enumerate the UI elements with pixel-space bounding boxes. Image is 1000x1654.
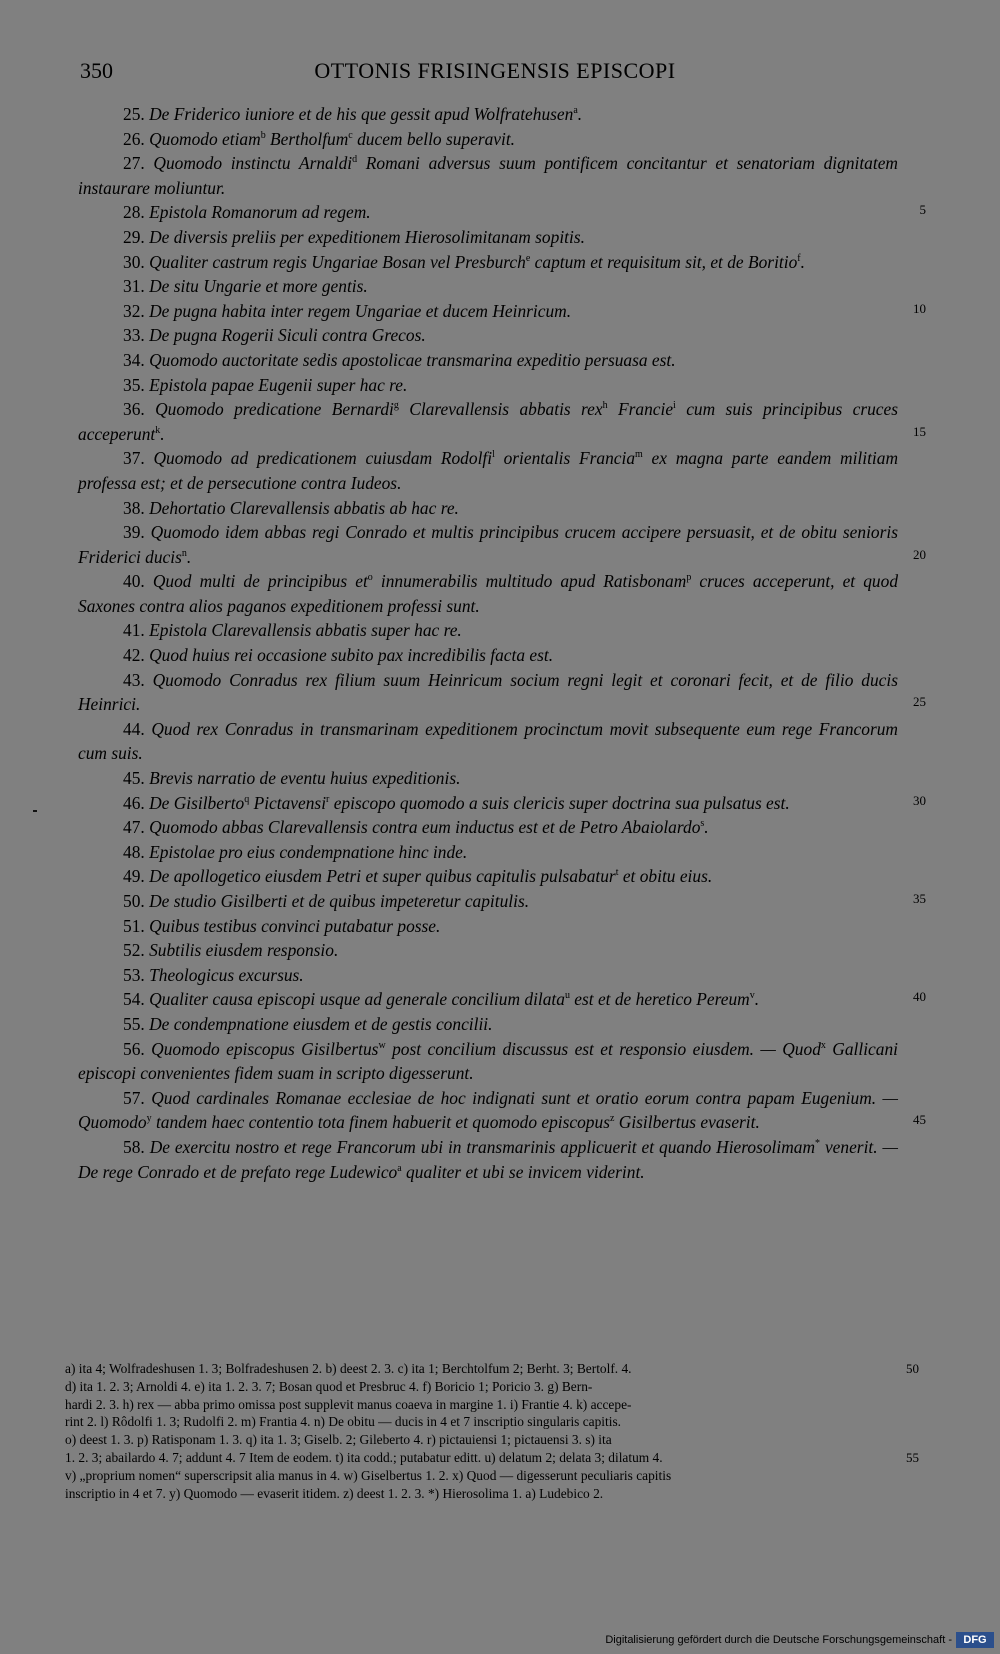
line-number: 20 [913,546,926,562]
chapter-title: De studio Gisilberti et de quibus impeteretur capitulis. [149,891,530,911]
chapter-entry [78,323,898,348]
footnote-line [65,1378,915,1396]
chapter-number: 28. [123,202,150,223]
chapter-list [78,102,926,1184]
chapter-entry [78,348,898,373]
chapter-number: 56. [123,1038,152,1059]
chapter-entry [78,200,926,225]
chapter-title: Quomodo predicatione Bernardi$^g$ Clarevallensis abbatis rex$^h$ Francie$^i$ cum suis principibus cruces acceperunt$^k$. [78,399,898,444]
chapter-number: 47. [123,817,150,838]
footnote-line [65,1485,915,1503]
chapter-title: De diversis preliis per expeditionem Hierosolimitanam sopitis. [149,226,585,247]
funding-credit: Digitalisierung gefördert durch die Deutsche Forschungsgemeinschaft - [605,1634,952,1646]
footnote-line [65,1413,915,1431]
line-number: 10 [913,300,926,316]
chapter-title: De situ Ungarie et more gentis. [149,276,368,297]
chapter-entry [78,373,898,398]
chapter-title: Epistola Romanorum ad regem. [149,202,371,223]
chapter-entry [78,520,926,569]
chapter-title: Quomodo ad predicationem cuiusdam Rodolfi$^l$ orientalis Francia$^m$ ex magna parte eandem militiam professa est; et de persecutione contra Iudeos. [78,448,899,493]
chapter-number: 51. [123,915,150,936]
chapter-title: De pugna habita inter regem Ungariae et ducem Heinricum. [149,300,572,321]
chapter-entry [78,151,898,200]
line-number: 55 [906,1449,919,1465]
chapter-number: 34. [123,349,150,370]
page-number: 350 [80,58,113,83]
chapter-title: De Gisilberto$^q$ Pictavensi$^r$ episcopo quomodo a suis clericis super doctrina sua pulsatus est. [149,792,790,813]
line-number: 40 [913,989,926,1005]
chapter-title: Epistola Clarevallensis abbatis super hac re. [149,620,462,641]
chapter-number: 31. [123,276,150,297]
chapter-title: Quomodo instinctu Arnaldi$^d$ Romani adversus suum pontificem concitantur et senatoriam dignitatem instaurare moliuntur. [78,153,898,198]
page-footer [0,1628,1000,1650]
dfg-logo: DFG [956,1632,994,1648]
chapter-number: 48. [123,841,150,862]
chapter-number: 58. [123,1136,150,1157]
chapter-entry [78,1012,898,1037]
chapter-title: Theologicus excursus. [149,964,304,985]
chapter-title: Quod huius rei occasione subito pax incredibilis facta est. [149,645,554,666]
chapter-number: 35. [123,374,150,395]
chapter-entry [78,299,926,324]
chapter-title: De condempnatione eiusdem et de gestis concilii. [149,1013,493,1034]
chapter-number: 32. [123,300,150,321]
chapter-entry [78,668,926,717]
chapter-entry [78,717,898,766]
chapter-number: 54. [123,989,150,1010]
chapter-number: 38. [123,497,150,518]
chapter-title: De apollogetico eiusdem Petri et super quibus capitulis pulsabatur$^t$ et obitu eius. [149,866,713,887]
footnote-text: a) ita 4; Wolfradeshusen 1. 3; Bolfradeshusen 2. b) deest 2. 3. c) ita 1; Berchtolfum 2; Berht. 3; Bertolf. 4. [65,1361,632,1376]
chapter-entry [78,1037,898,1086]
chapter-title: Quomodo idem abbas regi Conrado et multis principibus crucem accipere persuasit, et de obitu senioris Friderici ducis$^n$. [78,522,898,567]
footnote-text: hardi 2. 3. h) rex — abba primo omissa post supplevit manus coaeva in margine 1. i) Frantie 4. k) accepe- [65,1396,632,1412]
footnote-text: d) ita 1. 2. 3; Arnoldi 4. e) ita 1. 2. 3. 7; Bosan quod et Presbruc 4. f) Boricio 1; Poricio 3. g) Bern- [65,1378,593,1394]
chapter-title: De Friderico iuniore et de his que gessit apud Wolfratehusen$^a$. [149,104,583,124]
chapter-title: De pugna Rogerii Siculi contra Grecos. [149,325,426,346]
chapter-number: 43. [123,669,153,690]
chapter-number: 33. [123,325,150,346]
chapter-title: Qualiter causa episcopi usque ad generale concilium dilata$^u$ est et de heretico Pereum$^v$. [149,989,760,1010]
footnotes [65,1360,919,1502]
chapter-entry [78,225,898,250]
line-number: 45 [913,1112,926,1128]
chapter-number: 52. [123,940,150,961]
chapter-number: 27. [123,153,154,174]
chapter-number: 25. [123,104,150,124]
chapter-entry [78,840,898,865]
chapter-number: 41. [123,620,150,641]
chapter-entry [78,791,926,816]
chapter-entry [78,643,898,668]
chapter-title: Epistolae pro eius condempnatione hinc inde. [149,841,468,862]
chapter-title: Quomodo etiam$^b$ Bertholfum$^c$ ducem bello superavit. [149,128,516,149]
chapter-title: Epistola papae Eugenii super hac re. [149,374,408,395]
chapter-number: 50. [123,891,150,911]
chapter-entry [78,102,898,127]
line-number: 5 [919,202,926,218]
chapter-title: Qualiter castrum regis Ungariae Bosan vel Presburch$^e$ captum et requisitum sit, et de Boritio$^f$. [149,251,805,272]
chapter-title: Brevis narratio de eventu huius expeditionis. [149,768,461,789]
chapter-entry [78,987,926,1012]
chapter-title: Quibus testibus convinci putabatur posse. [149,915,441,936]
chapter-title: Quomodo Conradus rex filium suum Heinricum socium regni legit et coronari fecit, et de filio ducis Heinrici. [78,669,898,715]
chapter-entry [78,1086,926,1135]
chapter-title: Quomodo auctoritate sedis apostolicae transmarina expeditio persuasa est. [149,349,676,370]
running-head: OTTONIS FRISINGENSIS EPISCOPI [314,58,676,83]
chapter-entry [78,864,898,889]
chapter-entry [78,815,898,840]
chapter-entry [78,963,898,988]
line-number: 15 [913,423,926,439]
scan-speck [33,810,37,812]
chapter-entry [78,446,898,495]
chapter-title: Quomodo episcopus Gisilbertus$^w$ post concilium discussus est et responsio eiusdem. — Quod$^x$ Gallicani episcopi convenientes fidem suam in scripto digesserunt. [78,1038,898,1084]
footnote-text: v) „proprium nomen“ superscripsit alia manus in 4. w) Giselbertus 1. 2. x) Quod — digesserunt peculiaris capitis [65,1467,672,1483]
chapter-entry [78,496,898,521]
footnote-line [65,1449,919,1467]
footnote-text: rint 2. l) Rôdolfi 1. 3; Rudolfi 2. m) Frantia 4. n) De obitu — ducis in 4 et 7 inscriptio singularis capitis. [65,1414,622,1430]
chapter-entry [78,1135,898,1184]
chapter-entry [78,274,898,299]
chapter-title: Dehortatio Clarevallensis abbatis ab hac re. [149,497,459,518]
chapter-title: Quomodo abbas Clarevallensis contra eum inductus est et de Petro Abaiolardo$^s$. [149,817,709,838]
chapter-number: 44. [123,718,152,739]
chapter-number: 29. [123,226,150,247]
chapter-entry [78,397,926,446]
chapter-number: 42. [123,645,150,666]
chapter-entry [78,914,898,939]
chapter-number: 30. [123,251,150,272]
footnote-line [65,1360,919,1378]
line-number: 25 [913,694,926,710]
chapter-entry [78,127,898,152]
line-number: 50 [906,1361,919,1376]
chapter-title: Quod rex Conradus in transmarinam expeditionem procinctum movit subsequente eum rege Francorum cum suis. [78,718,898,764]
chapter-number: 37. [123,448,154,469]
chapter-number: 36. [123,399,156,420]
footnote-line [65,1431,915,1449]
footnote-line [65,1396,915,1414]
chapter-number: 26. [123,128,150,149]
chapter-number: 45. [123,768,150,789]
footnote-text: inscriptio in 4 et 7. y) Quomodo — evaserit itidem. z) deest 1. 2. 3. *) Hierosolima 1. a) Ludebico 2. [65,1485,604,1501]
chapter-entry [78,938,898,963]
chapter-title: Subtilis eiusdem responsio. [149,940,339,961]
chapter-entry [78,889,926,914]
chapter-entry [78,766,898,791]
chapter-number: 40. [123,571,153,592]
chapter-number: 49. [123,866,150,887]
chapter-number: 53. [123,964,150,985]
chapter-number: 46. [123,792,150,813]
footnote-text: o) deest 1. 3. p) Ratisponam 1. 3. q) ita 1. 3; Giselb. 2; Gileberto 4. r) pictauiensi 1; pictauensi 3. s) ita [65,1432,612,1448]
chapter-title: De exercitu nostro et rege Francorum ubi in transmarinis applicuerit et quando Hierosolimam* venerit. — De rege Conrado et de prefato rege Ludewico$^a$ qualiter et ubi se invicem viderint. [78,1136,898,1182]
chapter-entry [78,250,898,275]
line-number: 30 [913,792,926,808]
line-number: 35 [913,891,926,906]
chapter-number: 55. [123,1013,150,1034]
chapter-title: Quod cardinales Romanae ecclesiae de hoc indignati sunt et oratio eorum contra papam Eugenium. — Quomodo$^y$ tandem haec contentio tota finem habuerit et quomodo episcopus$^z$ Gisilbertus evaserit. [78,1087,899,1133]
footnote-line [65,1467,915,1485]
footnote-text: 1. 2. 3; abailardo 4. 7; addunt 4. 7 Item de eodem. t) ita codd.; putabatur editt. u) delatum 2; delata 3; dilatum 4. [65,1449,663,1465]
chapter-entry [78,618,898,643]
page-header [80,58,910,88]
chapter-entry [78,569,898,618]
chapter-number: 39. [123,522,151,543]
chapter-title: Quod multi de principibus $et^o$ innumerabilis multitudo apud Ratisbonam$^p$ cruces acceperunt, et quod Saxones contra alios paganos expeditionem professi sunt. [78,571,899,616]
chapter-number: 57. [123,1087,152,1108]
